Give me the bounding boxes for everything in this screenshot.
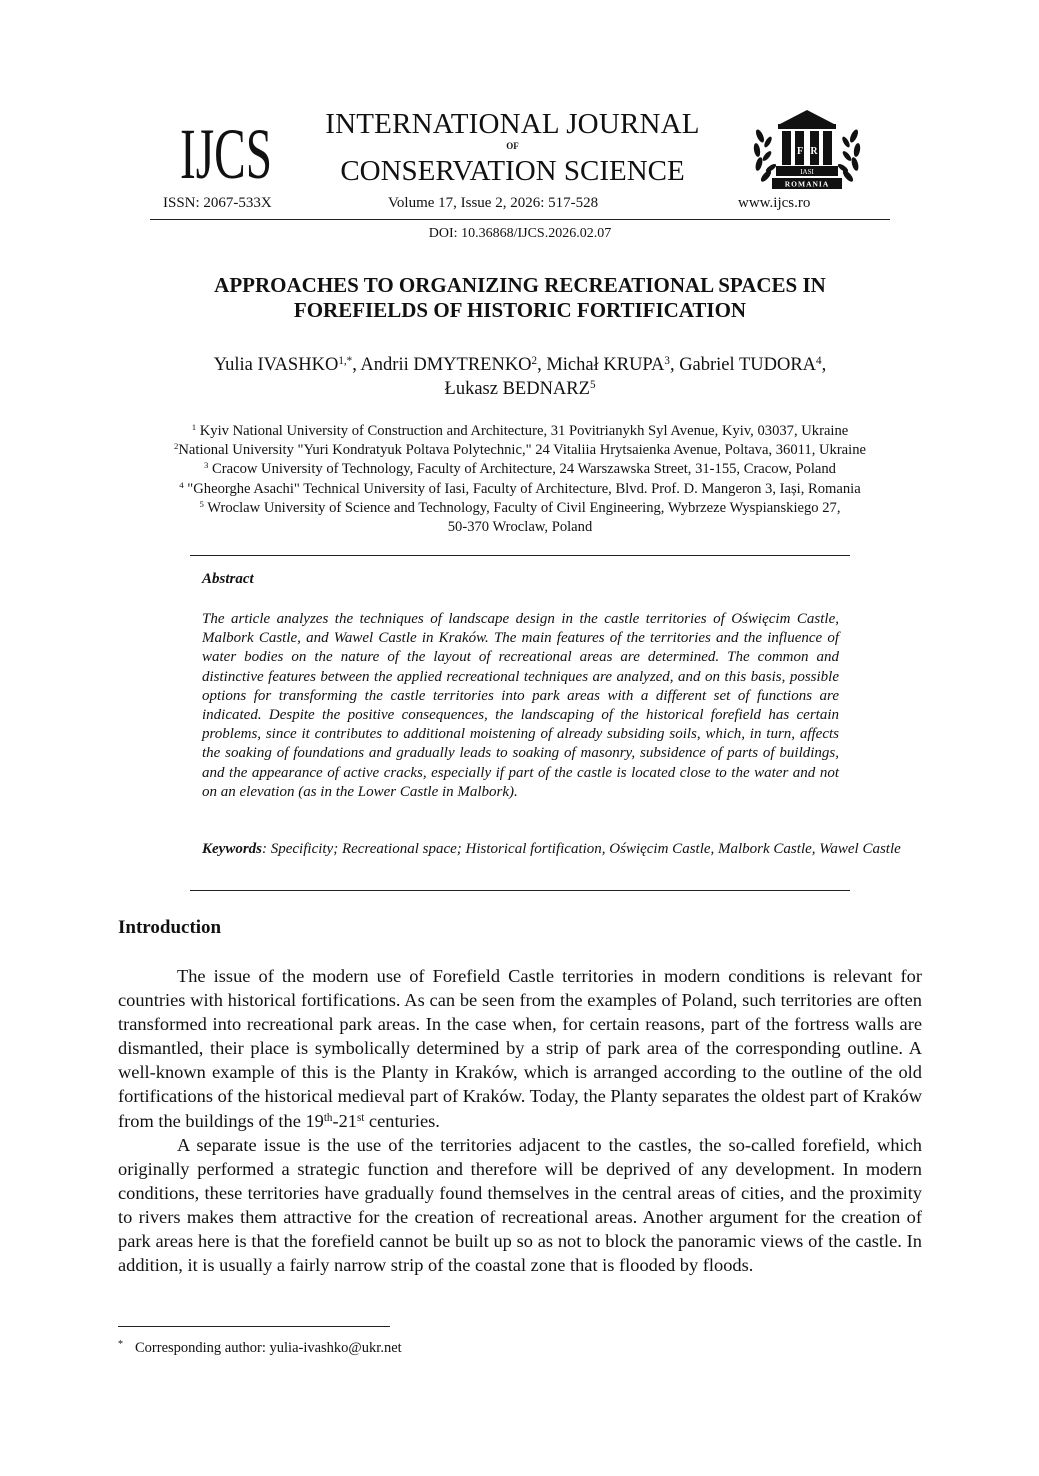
author-separator: , <box>537 355 547 375</box>
affiliation-text: Wroclaw University of Science and Technology, Faculty of Civil Engineering, Wybrzeze Wyspianskiego 27, <box>203 499 841 516</box>
ijcs-logo <box>178 112 274 194</box>
header-divider <box>150 219 890 220</box>
introduction-body <box>118 964 922 1277</box>
journal-title-line1: INTERNATIONAL JOURNAL <box>325 108 700 140</box>
article-title-line2: FOREFIELDS OF HISTORIC FORTIFICATION <box>293 298 747 322</box>
journal-title-of: OF <box>506 141 519 151</box>
author-name: Andrii DMYTRENKO <box>360 355 532 375</box>
footnote-text: Corresponding author: yulia-ivashko@ukr.net <box>135 1340 402 1356</box>
svg-text:IJCS: IJCS <box>180 114 272 194</box>
abstract-top-divider <box>190 555 850 556</box>
affiliation-number: 1 <box>191 422 197 433</box>
author-affiliation-mark: 2 <box>531 354 538 367</box>
footnote-divider <box>118 1326 390 1327</box>
affiliation-number: 5 <box>199 499 204 509</box>
author-separator: , <box>821 355 827 375</box>
article-title <box>120 273 920 323</box>
fir-band-iasi: IASI <box>800 168 814 176</box>
keywords-list: : Specificity; Recreational space; Historical fortification, Oświęcim Castle, Malbork Castle, Wawel Castle <box>262 841 901 857</box>
author-name: Yulia IVASHKO <box>213 355 339 375</box>
affiliation-item <box>110 480 930 499</box>
affiliation-number: 3 <box>204 460 209 471</box>
author-name: Gabriel TUDORA <box>679 355 817 375</box>
issn: ISSN: 2067-533X <box>163 195 272 211</box>
affiliation-list <box>110 422 930 537</box>
section-heading-introduction: Introduction <box>118 917 222 938</box>
affiliation-item <box>110 422 930 441</box>
keywords-label: Keywords <box>202 841 262 857</box>
fir-romania-logo <box>748 108 866 196</box>
author-name: Łukasz BEDNARZ <box>444 379 590 399</box>
author-affiliation-mark: 3 <box>664 354 670 367</box>
affiliation-text: Cracow University of Technology, Faculty of Architecture, 24 Warszawska Street, 31-155, Cracow, Poland <box>208 461 836 478</box>
paragraph-text: centuries. <box>364 1110 440 1131</box>
author-separator: , <box>669 355 680 375</box>
affiliation-item <box>110 460 930 479</box>
abstract-text: The article analyzes the techniques of landscape design in the castle territories of Oświęcim Castle, Malbork Castle, and Wawel Castle in Kraków. The main features of the territories and the influence of water bodies on the nature of the layout of recreational areas are determined. The common and distinctive features between the applied recreational techniques are analyzed, and on this basis, possible options for transforming the castle territories into park areas with a different set of functions are indicated. Despite the positive consequences, the landscaping of the historical forefield has certain problems, since it contributes to additional moistening of already subsiding soils, which, in turn, affects the soaking of foundations and gradually leads to soaking of masonry, subsidence of parts of buildings, and the appearance of active cracks, especially if part of the castle is located close to the water and not on an elevation (as in the Lower Castle in Malbork). <box>202 611 839 800</box>
author-name: Michał KRUPA <box>546 355 665 375</box>
affiliation-text: Kyiv National University of Construction and Architecture, 31 Povitrianykh Syl Avenue, Kyiv, 03037, Ukraine <box>196 423 849 439</box>
abstract-heading: Abstract <box>202 571 254 587</box>
affiliation-continuation: 50-370 Wroclaw, Poland <box>447 519 593 536</box>
superscript: st <box>356 1111 365 1124</box>
affiliation-number: 4 <box>179 479 184 490</box>
journal-title-line2: CONSERVATION SCIENCE <box>340 155 685 187</box>
footnote-mark: * <box>118 1339 123 1350</box>
fir-letter-f: F <box>796 146 804 157</box>
doi[interactable]: DOI: 10.36868/IJCS.2026.02.07 <box>428 226 612 241</box>
affiliation-item <box>110 441 930 460</box>
author-affiliation-mark: 4 <box>816 354 822 367</box>
volume-issue: Volume 17, Issue 2, 2026: 517-528 <box>388 195 599 211</box>
affiliation-number: 2 <box>174 441 179 452</box>
paragraph-text: -21 <box>332 1110 357 1131</box>
fir-letter-r: R <box>810 146 818 157</box>
affiliation-text: "Gheorghe Asachi" Technical University of Iasi, Faculty of Architecture, Blvd. Prof. D. Mangeron 3, Iași, Romania <box>183 480 861 497</box>
body-paragraph <box>118 964 922 1133</box>
journal-website-link[interactable]: www.ijcs.ro <box>738 195 811 211</box>
footnote <box>118 1339 402 1357</box>
article-title-line1: APPROACHES TO ORGANIZING RECREATIONAL SPACES IN <box>214 273 826 297</box>
author-separator: , <box>352 355 361 375</box>
author-affiliation-mark: 1,* <box>338 354 353 367</box>
author-affiliation-mark: 5 <box>589 378 596 391</box>
keywords <box>202 840 915 859</box>
author-list <box>120 353 920 401</box>
affiliation-item <box>110 499 930 518</box>
abstract-bottom-divider <box>190 890 850 891</box>
fir-letter-i: I <box>805 146 809 157</box>
affiliation-text: National University "Yuri Kondratyuk Poltava Polytechnic," 24 Vitaliia Hrytsaienka Avenue, Poltava, 36011, Ukraine <box>178 442 866 459</box>
paragraph-text: The issue of the modern use of Forefield Castle territories in modern conditions is relevant for countries with historical fortifications. As can be seen from the examples of Poland, such territories are often transformed into recreational park areas. In the case when, for certain reasons, part of the fortress walls are dismantled, their place is symbolically determined by a strip of park area of the corresponding outline. A well-known example of this is the Planty in Kraków, which is arranged according to the outline of the old fortifications of the historical medieval part of Kraków. Today, the Planty separates the oldest part of Kraków from the buildings of the 19 <box>118 966 922 1131</box>
superscript: th <box>323 1111 333 1124</box>
fir-band-romania: ROMANIA <box>784 179 830 189</box>
body-paragraph: A separate issue is the use of the territories adjacent to the castles, the so-called forefield, which originally performed a strategic function and therefore will be deprived of any development. In modern conditions, these territories have gradually found themselves in the central areas of cities, and the proximity to rivers makes them attractive for the creation of recreational areas. Another argument for the creation of park areas here is that the forefield cannot be built up so as not to block the panoramic views of the castle. In addition, it is usually a fairly narrow strip of the coastal zone that is flooded by floods. <box>118 1134 922 1276</box>
